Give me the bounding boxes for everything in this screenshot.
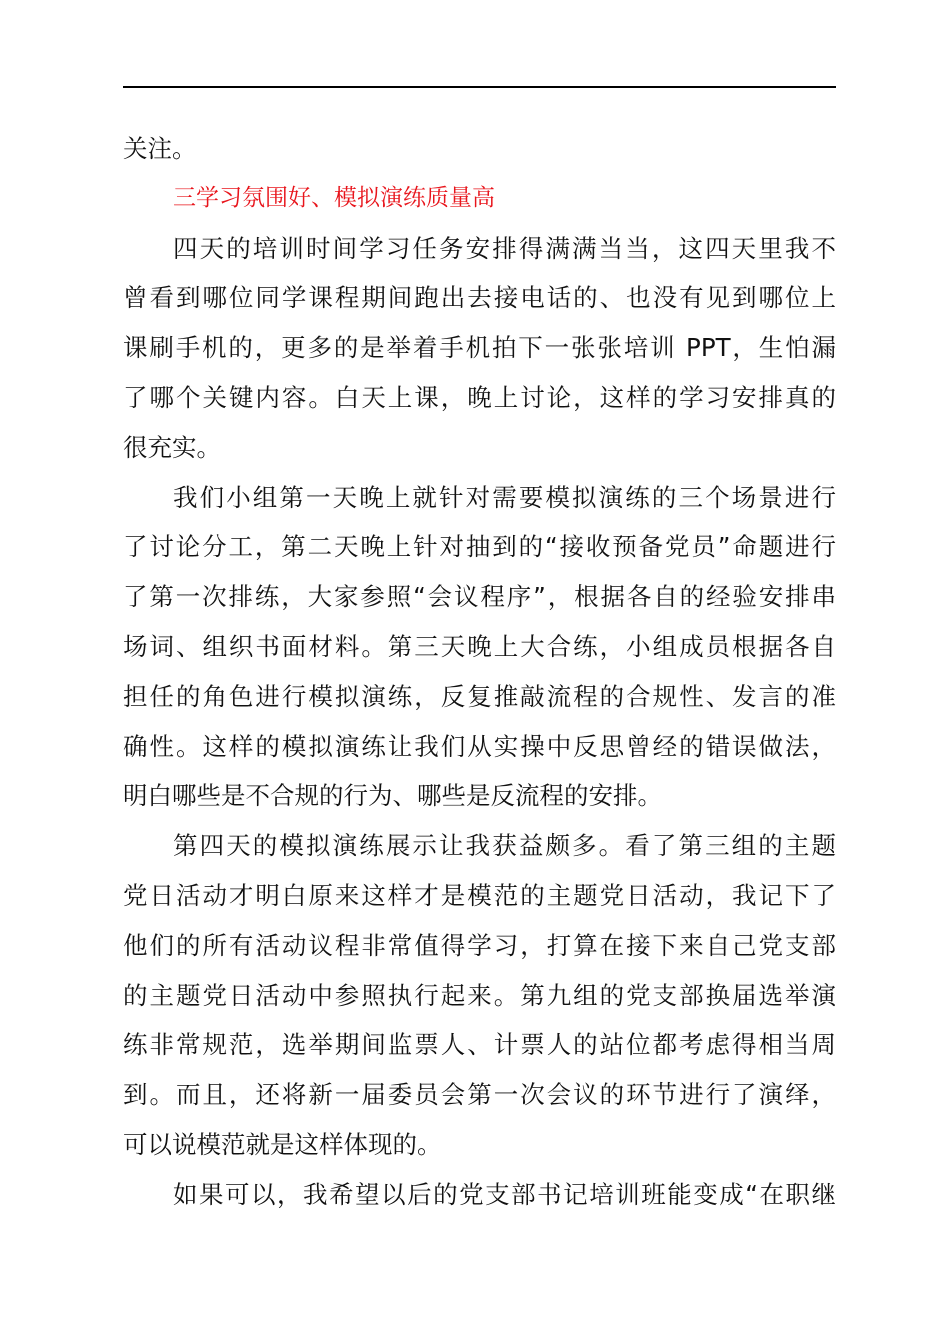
paragraph-continuation: 关注。 (123, 134, 197, 163)
paragraph-line: 课刷手机的，更多的是举着手机拍下一张张培训 PPT，生怕漏 (123, 333, 836, 363)
paragraph-line: 可以说模范就是这样体现的。 (123, 1129, 442, 1159)
paragraph-line: 很充实。 (123, 432, 221, 462)
paragraph-line: 了哪个关键内容。白天上课，晚上讨论，这样的学习安排真的 (123, 382, 836, 412)
paragraph-line: 如果可以，我希望以后的党支部书记培训班能变成“在职继 (173, 1179, 836, 1209)
paragraph-line: 场词、组织书面材料。第三天晚上大合练，小组成员根据各自 (123, 631, 836, 661)
paragraph-line: 的主题党日活动中参照执行起来。第九组的党支部换届选举演 (123, 980, 836, 1010)
paragraph-line: 我们小组第一天晚上就针对需要模拟演练的三个场景进行 (173, 482, 836, 512)
header-divider (123, 86, 836, 88)
paragraph-line: 到。而且，还将新一届委员会第一次会议的环节进行了演绎， (123, 1080, 836, 1110)
paragraph-2 (123, 473, 836, 822)
paragraph-line: 确性。这样的模拟演练让我们从实操中反思曾经的错误做法， (123, 731, 836, 761)
document-body (123, 124, 836, 1220)
section-heading: 三学习氛围好、模拟演练质量高 (173, 184, 495, 211)
paragraph-line: 党日活动才明白原来这样才是模范的主题党日活动，我记下了 (123, 880, 836, 910)
paragraph-line: 他们的所有活动议程非常值得学习，打算在接下来自己党支部 (123, 930, 836, 960)
paragraph-line: 曾看到哪位同学课程期间跑出去接电话的、也没有见到哪位上 (123, 283, 836, 313)
paragraph-4 (123, 1170, 836, 1220)
paragraph-line: 练非常规范，选举期间监票人、计票人的站位都考虑得相当周 (123, 1030, 836, 1060)
paragraph-line: 了讨论分工，第二天晚上针对抽到的“接收预备党员”命题进行 (123, 532, 836, 562)
paragraph-line: 第四天的模拟演练展示让我获益颇多。看了第三组的主题 (173, 831, 836, 861)
paragraph-line: 明白哪些是不合规的行为、哪些是反流程的安排。 (123, 781, 662, 811)
paragraph-1 (123, 224, 836, 473)
paragraph-line: 了第一次排练，大家参照“会议程序”，根据各自的经验安排串 (123, 582, 836, 612)
paragraph-line: 四天的培训时间学习任务安排得满满当当，这四天里我不 (173, 233, 836, 263)
paragraph-3 (123, 821, 836, 1170)
paragraph-line: 担任的角色进行模拟演练，反复推敲流程的合规性、发言的准 (123, 681, 836, 711)
